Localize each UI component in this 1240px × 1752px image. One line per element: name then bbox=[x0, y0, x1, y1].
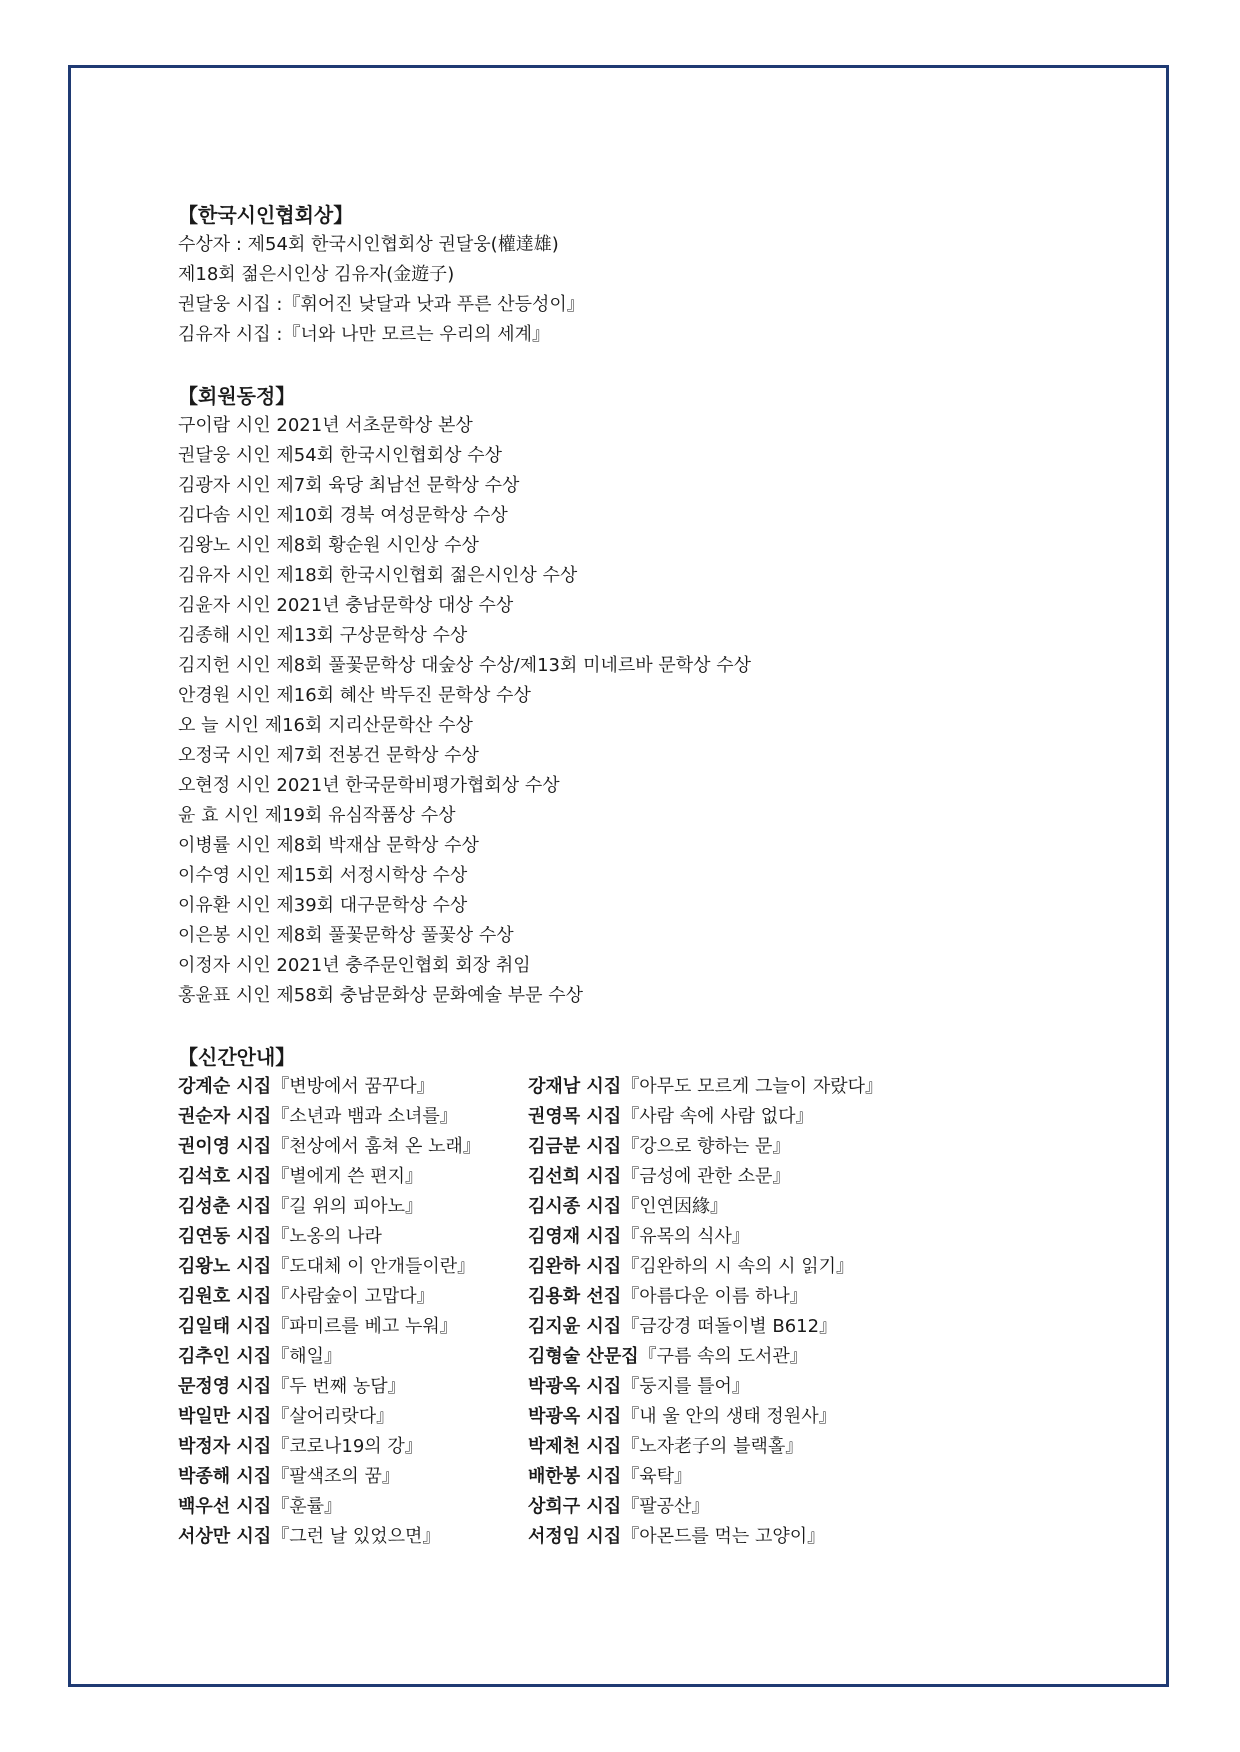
book-author: 강재남 시집 bbox=[528, 1076, 622, 1097]
book-author: 김원호 시집 bbox=[178, 1286, 272, 1307]
book-entry bbox=[528, 1402, 1048, 1432]
book-author: 김일태 시집 bbox=[178, 1316, 272, 1337]
book-title: 『노옹의 나라 bbox=[271, 1226, 382, 1247]
award-section bbox=[178, 200, 1138, 350]
member-news-item: 이은봉 시인 제8회 풀꽃문학상 풀꽃상 수상 bbox=[178, 925, 514, 946]
book-title: 『해일』 bbox=[271, 1346, 342, 1367]
book-entry bbox=[178, 1402, 528, 1432]
book-title: 『두 번째 농담』 bbox=[271, 1376, 406, 1397]
book-entry bbox=[528, 1252, 1048, 1282]
book-title: 『파미르를 베고 누워』 bbox=[271, 1316, 458, 1337]
book-author: 김선희 시집 bbox=[528, 1166, 622, 1187]
book-title: 『금강경 떠돌이별 B612』 bbox=[621, 1316, 838, 1337]
member-news-item: 이수영 시인 제15회 서정시학상 수상 bbox=[178, 865, 468, 886]
book-title: 『강으로 향하는 문』 bbox=[621, 1136, 791, 1157]
member-news-item: 권달웅 시인 제54회 한국시인협회상 수상 bbox=[178, 445, 502, 466]
book-author: 배한봉 시집 bbox=[528, 1466, 622, 1487]
award-section-heading: 【한국시인협회상】 bbox=[178, 203, 354, 227]
book-author: 박광옥 시집 bbox=[528, 1406, 622, 1427]
book-entry bbox=[178, 1282, 528, 1312]
member-news-item: 김윤자 시인 2021년 충남문학상 대상 수상 bbox=[178, 595, 514, 616]
book-title: 『노자老子의 블랙홀』 bbox=[621, 1436, 804, 1457]
book-title: 『아무도 모르게 그늘이 자랐다』 bbox=[621, 1076, 884, 1097]
book-author: 김형술 산문집 bbox=[528, 1346, 639, 1367]
book-title: 『길 위의 피아노』 bbox=[271, 1196, 423, 1217]
book-title: 『육탁』 bbox=[621, 1466, 692, 1487]
book-author: 강계순 시집 bbox=[178, 1076, 272, 1097]
book-author: 김시종 시집 bbox=[528, 1196, 622, 1217]
book-entry bbox=[178, 1492, 528, 1522]
member-news-item: 김다솜 시인 제10회 경북 여성문학상 수상 bbox=[178, 505, 508, 526]
book-author: 김금분 시집 bbox=[528, 1136, 622, 1157]
member-news-item: 김유자 시인 제18회 한국시인협회 젊은시인상 수상 bbox=[178, 565, 578, 586]
book-author: 상희구 시집 bbox=[528, 1496, 622, 1517]
book-entry bbox=[528, 1072, 1048, 1102]
book-entry bbox=[528, 1102, 1048, 1132]
book-entry bbox=[528, 1162, 1048, 1192]
book-title: 『변방에서 꿈꾸다』 bbox=[271, 1076, 435, 1097]
book-entry bbox=[178, 1132, 528, 1162]
book-title: 『팔공산』 bbox=[621, 1496, 710, 1517]
book-title: 『인연因緣』 bbox=[621, 1196, 728, 1217]
book-entry bbox=[178, 1342, 528, 1372]
book-author: 박일만 시집 bbox=[178, 1406, 272, 1427]
member-news-item: 오 늘 시인 제16회 지리산문학산 수상 bbox=[178, 715, 473, 736]
member-news-item: 김왕노 시인 제8회 황순원 시인상 수상 bbox=[178, 535, 479, 556]
book-title: 『아몬드를 먹는 고양이』 bbox=[621, 1526, 826, 1547]
book-title: 『코로나19의 강』 bbox=[271, 1436, 423, 1457]
book-author: 김지윤 시집 bbox=[528, 1316, 622, 1337]
book-entry bbox=[178, 1102, 528, 1132]
book-entry bbox=[178, 1192, 528, 1222]
member-news-heading: 【회원동정】 bbox=[178, 384, 296, 408]
book-author: 김용화 선집 bbox=[528, 1286, 622, 1307]
book-author: 김영재 시집 bbox=[528, 1226, 622, 1247]
book-entry bbox=[178, 1372, 528, 1402]
book-title: 『금성에 관한 소문』 bbox=[621, 1166, 791, 1187]
member-news-item: 김종해 시인 제13회 구상문학상 수상 bbox=[178, 625, 468, 646]
member-news-item: 이병률 시인 제8회 박재삼 문학상 수상 bbox=[178, 835, 479, 856]
book-entry bbox=[528, 1522, 1048, 1552]
book-author: 박제천 시집 bbox=[528, 1436, 622, 1457]
book-author: 박종해 시집 bbox=[178, 1466, 272, 1487]
book-author: 권이영 시집 bbox=[178, 1136, 272, 1157]
book-title: 『내 울 안의 생태 정원사』 bbox=[621, 1406, 837, 1427]
member-news-item: 김광자 시인 제7회 육당 최남선 문학상 수상 bbox=[178, 475, 520, 496]
member-news-item: 오현정 시인 2021년 한국문학비평가협회상 수상 bbox=[178, 775, 560, 796]
book-entry bbox=[528, 1192, 1048, 1222]
award-line: 수상자 : 제54회 한국시인협회상 권달웅(權達雄) bbox=[178, 234, 559, 255]
book-entry bbox=[178, 1252, 528, 1282]
book-title: 『별에게 쓴 편지』 bbox=[271, 1166, 423, 1187]
award-line: 권달웅 시집 :『휘어진 낮달과 낫과 푸른 산등성이』 bbox=[178, 294, 585, 315]
book-author: 박정자 시집 bbox=[178, 1436, 272, 1457]
book-title: 『사람 속에 사람 없다』 bbox=[621, 1106, 814, 1127]
book-title: 『둥지를 틀어』 bbox=[621, 1376, 750, 1397]
book-author: 김추인 시집 bbox=[178, 1346, 272, 1367]
book-entry bbox=[178, 1522, 528, 1552]
member-news-item: 구이람 시인 2021년 서초문학상 본상 bbox=[178, 415, 473, 436]
member-news-section bbox=[178, 381, 1138, 1011]
book-author: 서정임 시집 bbox=[528, 1526, 622, 1547]
book-entry bbox=[178, 1312, 528, 1342]
award-line: 김유자 시집 :『너와 나만 모르는 우리의 세계』 bbox=[178, 324, 550, 345]
book-author: 김석호 시집 bbox=[178, 1166, 272, 1187]
book-title: 『훈률』 bbox=[271, 1496, 342, 1517]
new-books-section bbox=[178, 1042, 1138, 1552]
new-books-list bbox=[178, 1072, 1138, 1552]
book-entry bbox=[178, 1462, 528, 1492]
book-title: 『도대체 이 안개들이란』 bbox=[271, 1256, 476, 1277]
document-content bbox=[178, 200, 1138, 1552]
member-news-item: 홍윤표 시인 제58회 충남문화상 문화예술 부문 수상 bbox=[178, 985, 583, 1006]
book-author: 권영목 시집 bbox=[528, 1106, 622, 1127]
member-news-item: 이유환 시인 제39회 대구문학상 수상 bbox=[178, 895, 468, 916]
book-title: 『사람숲이 고맙다』 bbox=[271, 1286, 435, 1307]
section-spacer bbox=[178, 350, 1138, 381]
new-books-heading: 【신간안내】 bbox=[178, 1045, 296, 1069]
book-entry bbox=[178, 1222, 528, 1252]
book-entry bbox=[178, 1162, 528, 1192]
book-author: 백우선 시집 bbox=[178, 1496, 272, 1517]
book-author: 김완하 시집 bbox=[528, 1256, 622, 1277]
book-title: 『천상에서 훔쳐 온 노래』 bbox=[271, 1136, 481, 1157]
book-entry bbox=[528, 1372, 1048, 1402]
book-entry bbox=[528, 1432, 1048, 1462]
member-news-item: 안경원 시인 제16회 혜산 박두진 문학상 수상 bbox=[178, 685, 531, 706]
member-news-item: 김지헌 시인 제8회 풀꽃문학상 대숲상 수상/제13회 미네르바 문학상 수상 bbox=[178, 655, 752, 676]
book-title: 『유목의 식사』 bbox=[621, 1226, 750, 1247]
book-entry bbox=[528, 1132, 1048, 1162]
book-entry bbox=[528, 1282, 1048, 1312]
book-author: 박광옥 시집 bbox=[528, 1376, 622, 1397]
book-title: 『팔색조의 꿈』 bbox=[271, 1466, 400, 1487]
book-title: 『소년과 뱀과 소녀를』 bbox=[271, 1106, 458, 1127]
section-spacer bbox=[178, 1011, 1138, 1042]
book-title: 『살어리랏다』 bbox=[271, 1406, 395, 1427]
book-entry bbox=[528, 1222, 1048, 1252]
member-news-item: 이정자 시인 2021년 충주문인협회 회장 취임 bbox=[178, 955, 531, 976]
book-entry bbox=[528, 1492, 1048, 1522]
book-title: 『그런 날 있었으면』 bbox=[271, 1526, 441, 1547]
book-title: 『구름 속의 도서관』 bbox=[638, 1346, 808, 1367]
book-author: 문정영 시집 bbox=[178, 1376, 272, 1397]
book-author: 김왕노 시집 bbox=[178, 1256, 272, 1277]
member-news-item: 윤 효 시인 제19회 유심작품상 수상 bbox=[178, 805, 456, 826]
book-author: 권순자 시집 bbox=[178, 1106, 272, 1127]
book-entry bbox=[178, 1432, 528, 1462]
book-author: 김성춘 시집 bbox=[178, 1196, 272, 1217]
book-entry bbox=[528, 1462, 1048, 1492]
book-title: 『김완하의 시 속의 시 읽기』 bbox=[621, 1256, 854, 1277]
member-news-item: 오정국 시인 제7회 전봉건 문학상 수상 bbox=[178, 745, 479, 766]
book-entry bbox=[528, 1312, 1048, 1342]
book-entry bbox=[178, 1072, 528, 1102]
book-author: 김연동 시집 bbox=[178, 1226, 272, 1247]
book-title: 『아름다운 이름 하나』 bbox=[621, 1286, 808, 1307]
book-entry bbox=[528, 1342, 1048, 1372]
award-line: 제18회 젊은시인상 김유자(金遊子) bbox=[178, 264, 455, 285]
book-author: 서상만 시집 bbox=[178, 1526, 272, 1547]
